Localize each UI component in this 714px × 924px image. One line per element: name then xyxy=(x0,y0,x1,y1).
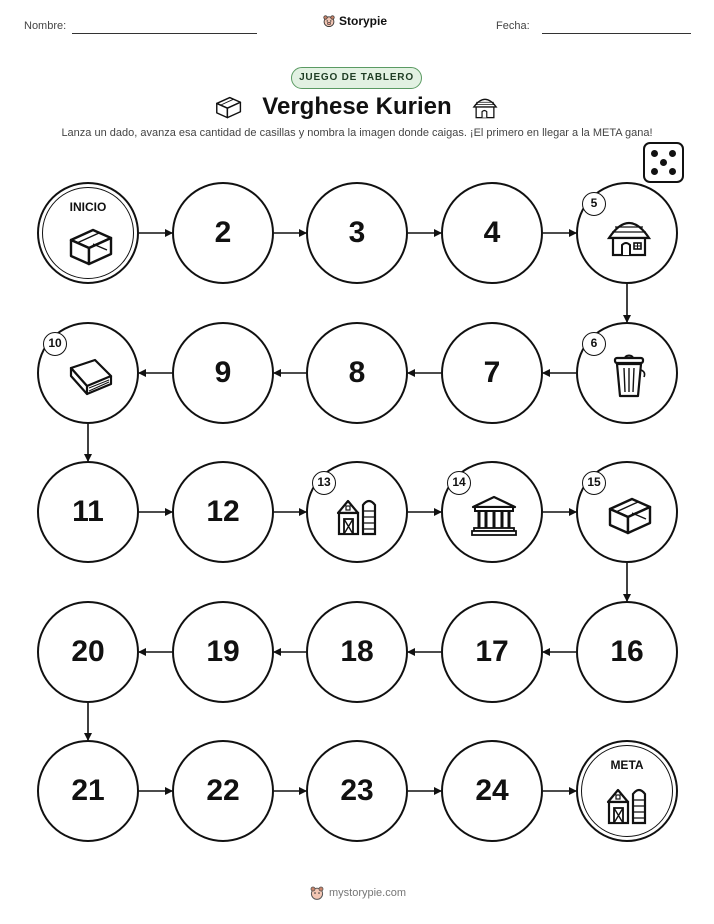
cell-number: 8 xyxy=(348,356,366,389)
package-icon xyxy=(604,493,654,537)
date-label: Fecha: xyxy=(496,20,530,32)
cell-number: 3 xyxy=(348,216,366,249)
page-title: Verghese Kurien xyxy=(262,93,452,120)
package-icon xyxy=(65,224,115,268)
cell-number: 19 xyxy=(206,635,240,668)
board-cell-13 xyxy=(306,461,408,563)
trash-can-icon xyxy=(604,354,654,398)
board-cell-8 xyxy=(306,322,408,424)
storypie-mascot-icon xyxy=(309,885,325,901)
book-icon xyxy=(65,354,115,398)
cell-number: 9 xyxy=(214,356,232,389)
category-badge: JUEGO DE TABLERO xyxy=(291,67,422,89)
cell-number: 17 xyxy=(475,635,509,668)
board-cell-1 xyxy=(37,182,139,284)
board-cell-4 xyxy=(441,182,543,284)
board-cell-6 xyxy=(576,322,678,424)
board-cell-23 xyxy=(306,740,408,842)
board-cell-18 xyxy=(306,601,408,703)
cell-number: 2 xyxy=(214,216,232,249)
board-cell-19 xyxy=(172,601,274,703)
footer-url: mystorypie.com xyxy=(329,887,407,899)
board-cell-3 xyxy=(306,182,408,284)
cell-number: 7 xyxy=(483,356,501,389)
cell-number: 20 xyxy=(71,635,105,668)
name-label: Nombre: xyxy=(24,20,67,32)
board-cell-12 xyxy=(172,461,274,563)
board-cell-21 xyxy=(37,740,139,842)
cell-number-badge: 13 xyxy=(312,471,336,495)
board-cell-14 xyxy=(441,461,543,563)
cell-number-badge: 6 xyxy=(582,332,606,356)
board-cell-11 xyxy=(37,461,139,563)
board-cell-16 xyxy=(576,601,678,703)
board-cell-10 xyxy=(37,322,139,424)
board-cell-22 xyxy=(172,740,274,842)
cell-number: 12 xyxy=(206,495,240,528)
board-cell-25 xyxy=(576,740,678,842)
board-cell-2 xyxy=(172,182,274,284)
cell-number-badge: 15 xyxy=(582,471,606,495)
board-cell-24 xyxy=(441,740,543,842)
museum-icon xyxy=(469,493,519,537)
cell-number: 16 xyxy=(610,635,644,668)
cell-number-badge: 14 xyxy=(447,471,471,495)
board-cell-20 xyxy=(37,601,139,703)
brand-name: Storypie xyxy=(339,14,388,28)
cell-label: INICIO xyxy=(69,200,107,214)
barn-icon xyxy=(334,493,384,537)
cell-label: META xyxy=(610,758,644,772)
board-cell-9 xyxy=(172,322,274,424)
barn-icon xyxy=(604,782,654,826)
cell-number-badge: 10 xyxy=(43,332,67,356)
board-cell-7 xyxy=(441,322,543,424)
board-cell-17 xyxy=(441,601,543,703)
cell-number: 22 xyxy=(206,774,240,807)
cell-number: 23 xyxy=(340,774,374,807)
cell-number: 18 xyxy=(340,635,374,668)
cell-number: 21 xyxy=(71,774,105,807)
cell-number: 11 xyxy=(72,495,104,528)
cell-number-badge: 5 xyxy=(582,192,606,216)
instructions-text: Lanza un dado, avanza esa cantidad de casillas y nombra la imagen donde caigas. ¡El primero en llegar a la META gana! xyxy=(61,127,653,139)
footer xyxy=(309,885,406,901)
board-cell-5 xyxy=(576,182,678,284)
cell-number: 24 xyxy=(475,774,509,807)
board-cell-15 xyxy=(576,461,678,563)
cell-number: 4 xyxy=(483,216,501,249)
hut-icon xyxy=(604,214,654,258)
